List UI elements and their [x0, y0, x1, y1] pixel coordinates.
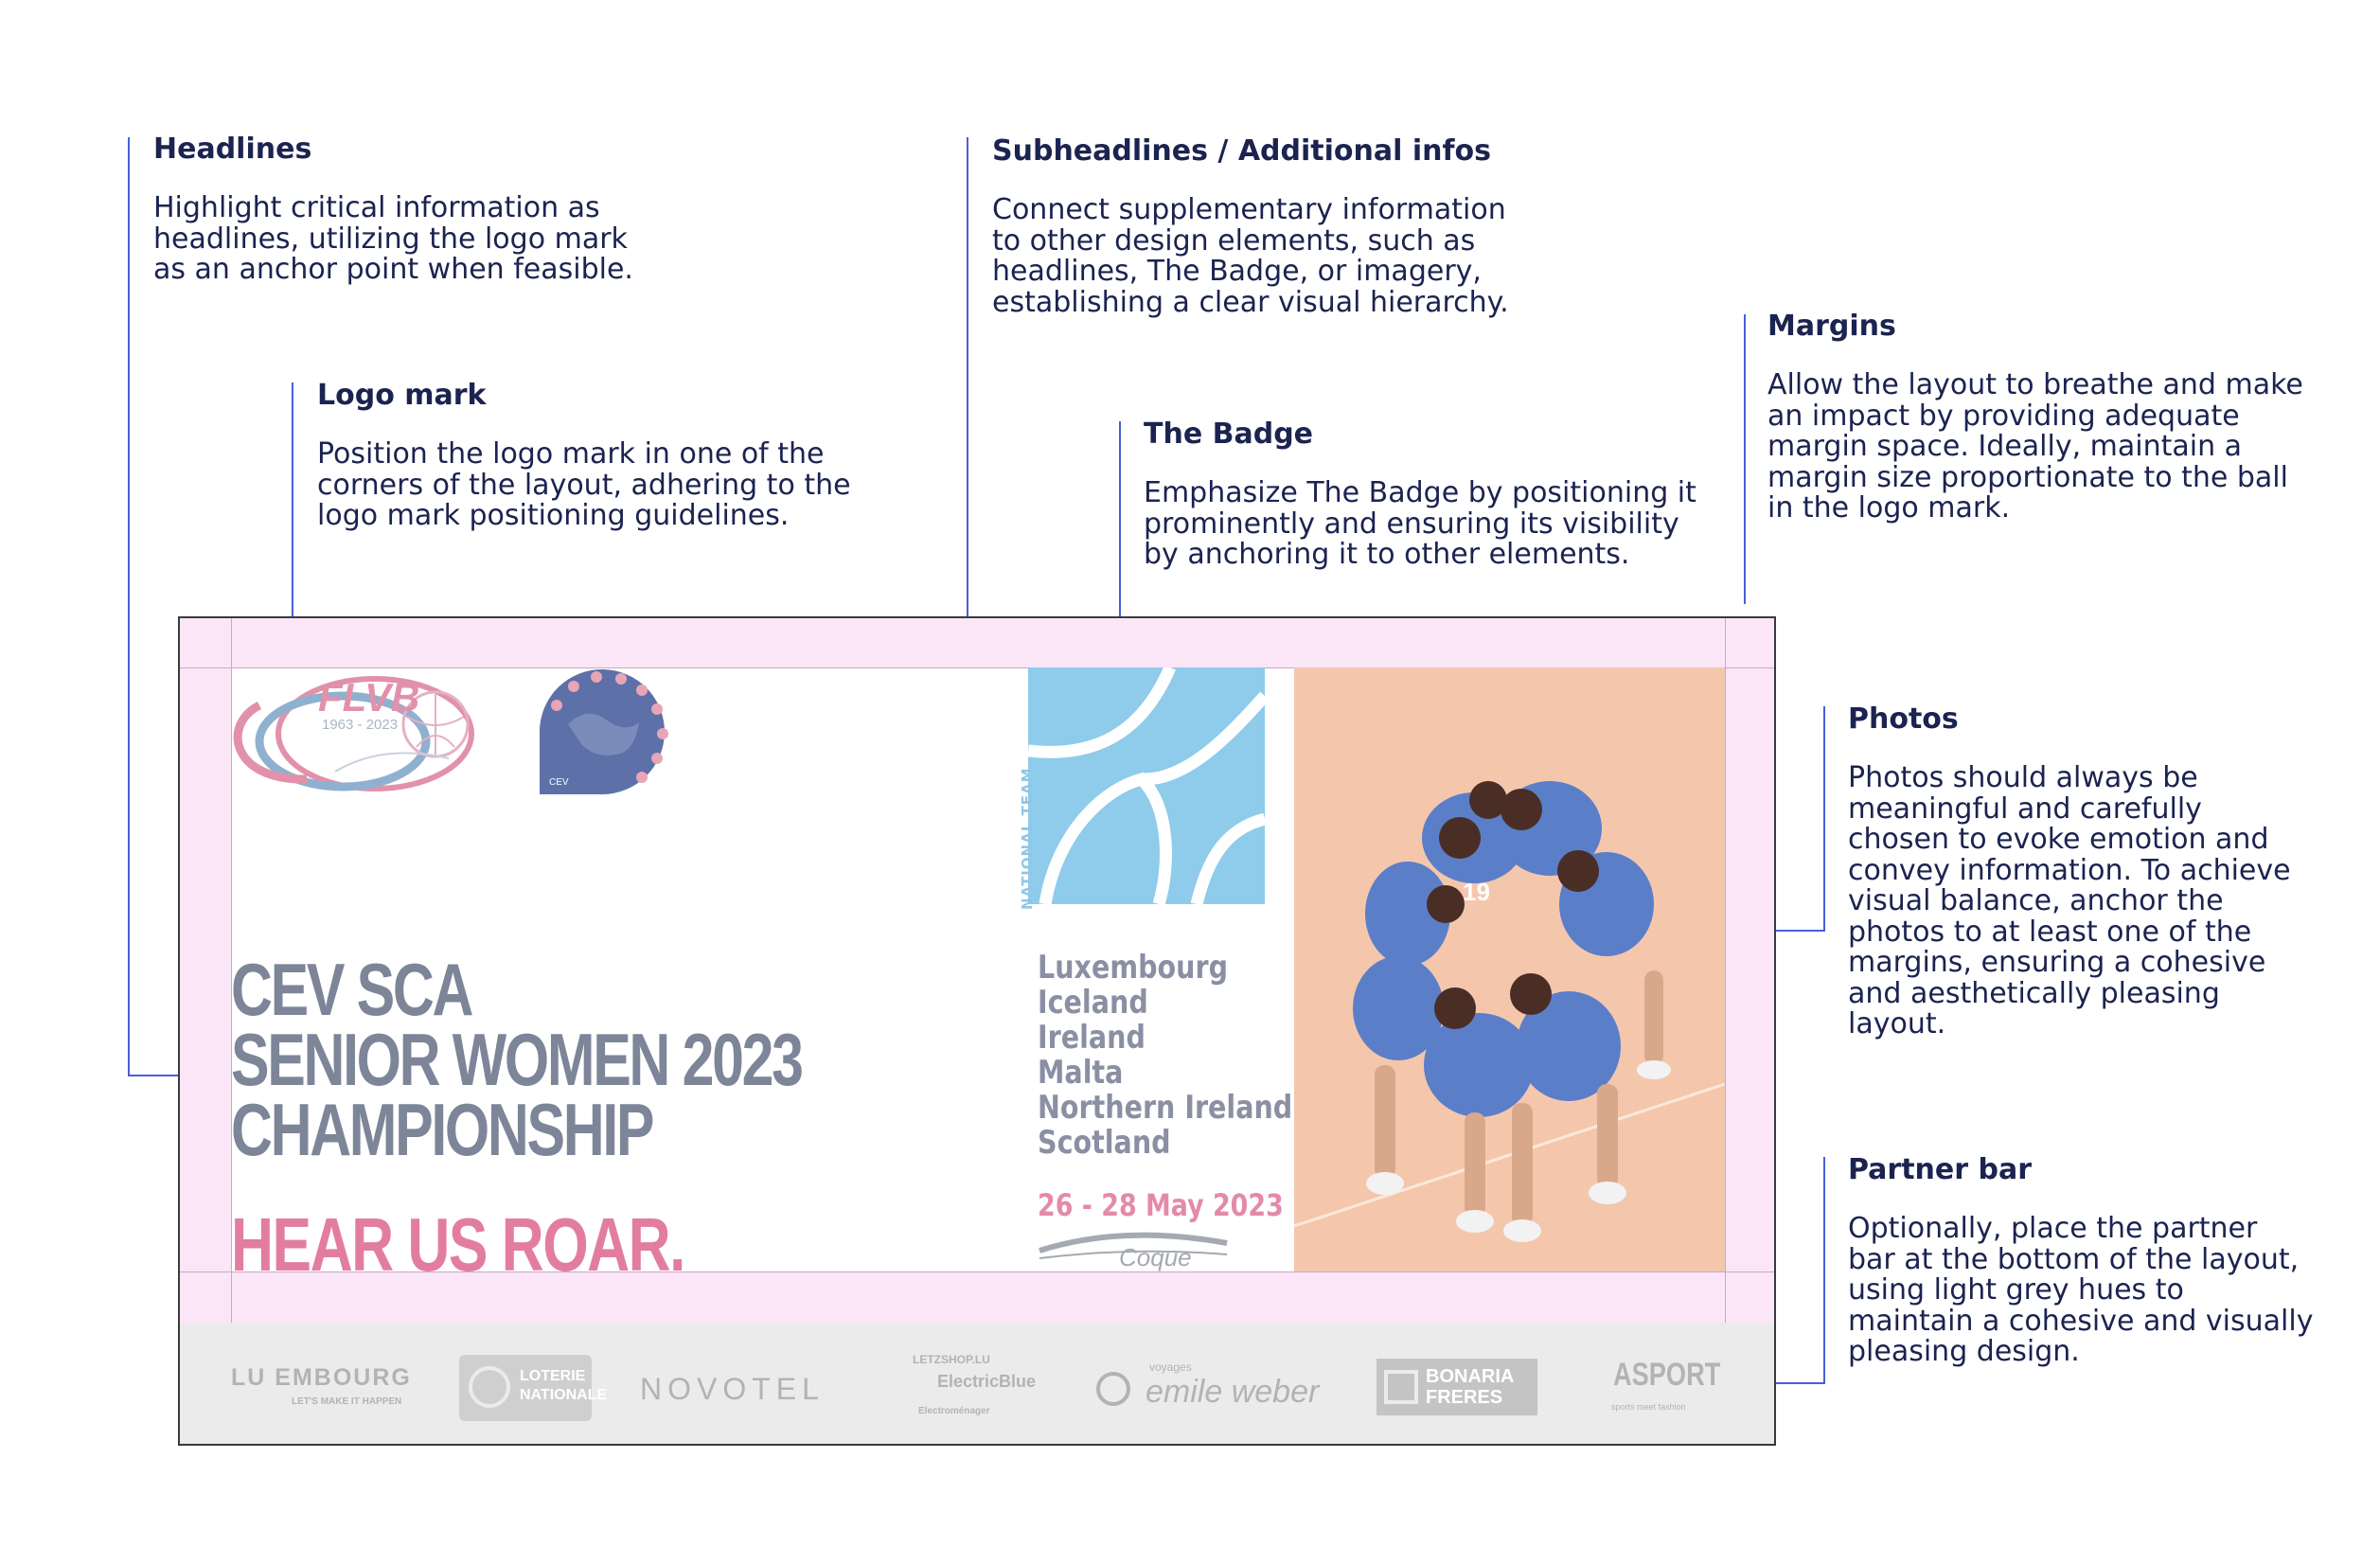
- photo-illustration: [1294, 667, 1725, 1271]
- photos-annotation: [1848, 702, 2291, 1040]
- partner-bonaria-line2: FRERES: [1426, 1387, 1503, 1408]
- partner-loterie-icon: [469, 1366, 510, 1408]
- championship-headline: [231, 948, 802, 1171]
- flvb-logo-text: FLVB: [318, 675, 420, 720]
- headlines-annotation-title: Headlines: [153, 133, 312, 166]
- partner-asport-sub: sports meet fashion: [1611, 1402, 1686, 1412]
- country-item: Luxembourg: [1038, 949, 1229, 987]
- partner-loterie: [459, 1355, 608, 1421]
- logo-mark-annotation-title: Logo mark: [317, 379, 487, 412]
- coque-logo-text: Coque: [1119, 1243, 1192, 1271]
- photo-jersey-number: 19: [1463, 878, 1490, 906]
- partner-emile-weber-icon: [1096, 1372, 1130, 1406]
- margins-annotation-body: Allow the layout to breathe and make an impact by providing adequate margin space. Ideally, maintain a margin size proportionate to the ball in the logo mark.: [1767, 368, 2303, 525]
- partner-bar-annotation: [1848, 1153, 2313, 1368]
- margins-annotation: [1767, 310, 2303, 525]
- badge-national-team-label: NATIONAL TEAM: [1019, 767, 1036, 910]
- partner-voyages-text: voyages: [1149, 1360, 1192, 1374]
- badge-annotation: [1144, 418, 1696, 571]
- partner-asport: [1611, 1357, 1723, 1417]
- margins-leader: [1744, 314, 1746, 604]
- cev-logo-label: CEV: [549, 777, 569, 788]
- headline-line-2: SENIOR WOMEN 2023: [231, 1018, 802, 1101]
- logo-mark-leader: [292, 382, 293, 654]
- subheadlines-annotation: [992, 134, 1509, 318]
- flvb-logo-years: 1963 - 2023: [322, 717, 399, 733]
- cev-logo: [540, 667, 670, 794]
- partner-bar-annotation-body: Optionally, place the partner bar at the bottom of the layout, using light grey hues to maintain a cohesive and visually pleasing design.: [1848, 1212, 2314, 1368]
- partner-bar: [180, 1323, 1776, 1446]
- badge-graphic: [1028, 667, 1265, 904]
- photos-annotation-title: Photos: [1848, 702, 1959, 736]
- participating-countries: [1038, 951, 1292, 1161]
- margin-left: [180, 667, 231, 1271]
- partner-emile-weber-text: emile weber: [1146, 1374, 1320, 1410]
- partner-luxembourg: [231, 1364, 420, 1412]
- team-huddle-photo: [1294, 667, 1725, 1271]
- photos-leader-vertical: [1823, 706, 1825, 932]
- headlines-annotation-body: Highlight critical information as headlines, utilizing the logo mark as an anchor point when feasible.: [153, 191, 633, 286]
- partner-novotel: NOVOTEL: [640, 1372, 825, 1406]
- country-item: Ireland: [1038, 1019, 1146, 1057]
- margins-annotation-title: Margins: [1767, 310, 1896, 343]
- partner-letzshop-text: LETZSHOP.LU: [913, 1353, 990, 1366]
- flvb-logo: [231, 667, 477, 800]
- headlines-annotation: [153, 133, 633, 286]
- partner-bonaria-icon: [1384, 1370, 1418, 1404]
- partner-luxembourg-sub: LET'S MAKE IT HAPPEN: [292, 1396, 402, 1407]
- partner-letzshop: [894, 1353, 1037, 1419]
- partner-loterie-line1: LOTERIE: [520, 1368, 586, 1384]
- partner-bar-annotation-title: Partner bar: [1848, 1153, 2033, 1186]
- photos-annotation-body: Photos should always be meaningful and carefully chosen to evoke emotion and convey information. To achieve visual balance, anchor the photos to at least one of the margins, ensuring a cohesive and aesthetically pleasing layout.: [1848, 761, 2291, 1040]
- country-item: Scotland: [1038, 1124, 1171, 1162]
- partner-emile-weber: [1096, 1360, 1333, 1417]
- partner-luxembourg-text: LU EMBOURG: [231, 1364, 412, 1391]
- partner-asport-text: ASPORT: [1613, 1357, 1721, 1393]
- logo-mark-annotation: [317, 379, 851, 532]
- margin-guide-right: [1725, 618, 1726, 1446]
- headlines-leader-vertical: [128, 137, 130, 1076]
- partner-bonaria: [1376, 1359, 1537, 1415]
- partner-electricblue-text: ElectricBlue: [937, 1372, 1037, 1391]
- partner-electricblue-sub: Electroménager: [918, 1406, 990, 1416]
- badge-annotation-body: Emphasize The Badge by positioning it prominently and ensuring its visibility by anchoring it to other elements.: [1144, 476, 1696, 571]
- country-item: Malta: [1038, 1054, 1124, 1092]
- headline-line-1: CEV SCA: [231, 948, 472, 1031]
- layout-mockup: [178, 616, 1776, 1446]
- subheadlines-annotation-title: Subheadlines / Additional infos: [992, 134, 1492, 168]
- partner-bonaria-line1: BONARIA: [1426, 1366, 1515, 1387]
- logo-mark-annotation-body: Position the logo mark in one of the corners of the layout, adhering to the logo mark positioning guidelines.: [317, 437, 851, 532]
- country-item: Iceland: [1038, 984, 1148, 1022]
- country-item: Northern Ireland: [1038, 1089, 1293, 1127]
- national-team-badge: [1028, 667, 1265, 904]
- cev-logo-graphic: [540, 667, 670, 794]
- partner-bar-leader-horizontal: [1776, 1382, 1825, 1384]
- margin-right: [1725, 667, 1776, 1271]
- badge-annotation-title: The Badge: [1144, 418, 1314, 451]
- subheadlines-annotation-body: Connect supplementary information to other design elements, such as headlines, The Badge, or imagery, establishing a clear visual hierarchy.: [992, 193, 1509, 319]
- hear-us-roar-tagline: HEAR US ROAR.: [231, 1202, 684, 1287]
- margin-top: [180, 618, 1776, 667]
- partner-loterie-line2: NATIONALE: [520, 1387, 608, 1403]
- headline-line-3: CHAMPIONSHIP: [231, 1088, 653, 1171]
- coque-logo: [1038, 1230, 1236, 1271]
- partner-bar-leader-vertical: [1823, 1157, 1825, 1384]
- event-dates: 26 - 28 May 2023: [1038, 1187, 1284, 1223]
